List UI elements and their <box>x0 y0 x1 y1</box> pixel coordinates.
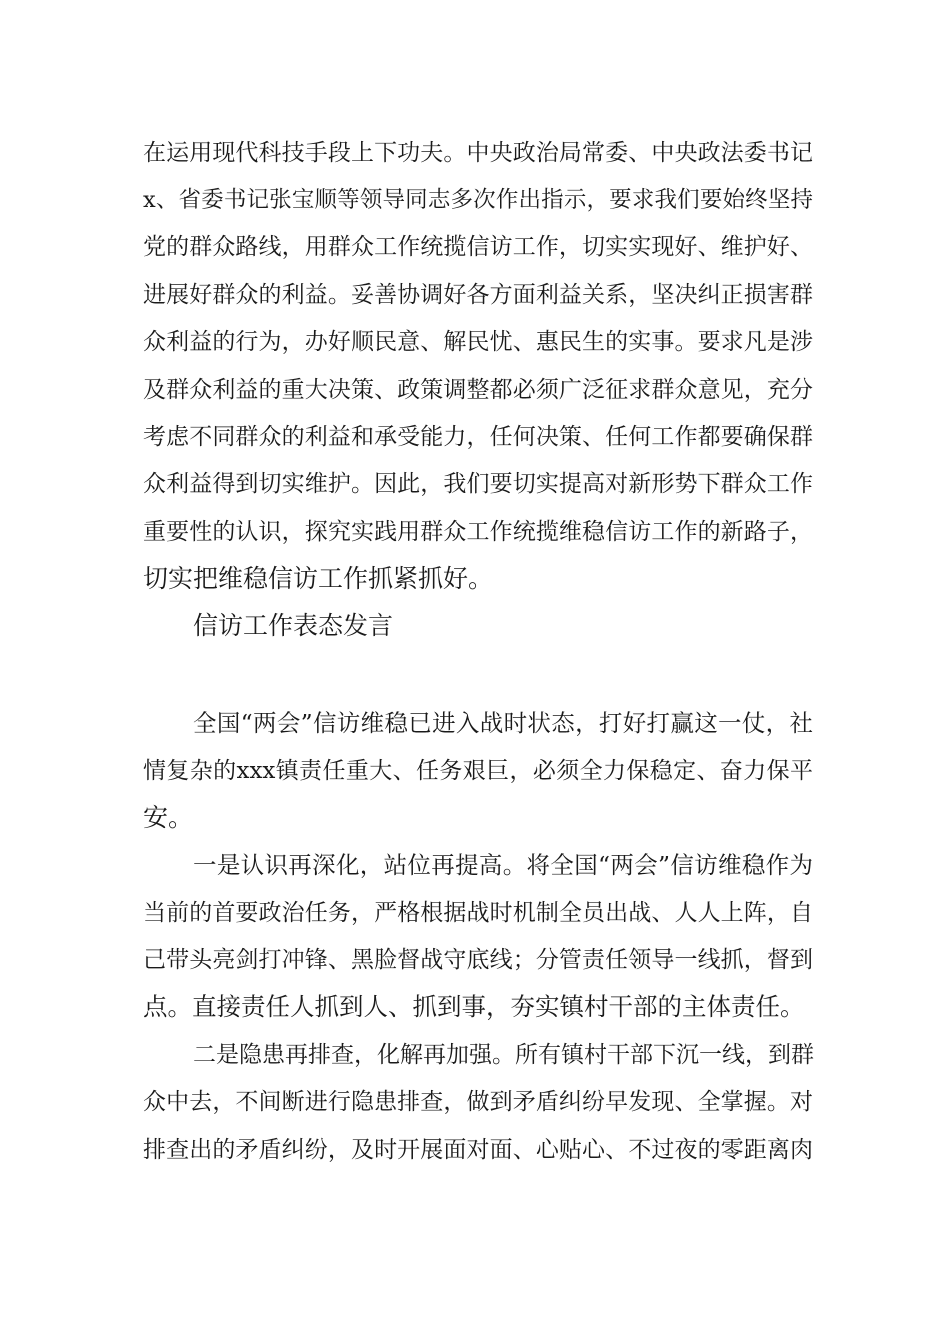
paragraph-1-line-6: 及群众利益的重大决策、政策调整都必须广泛征求群众意见，充分 <box>143 377 813 403</box>
paragraph-1-line-1: 在运用现代科技手段上下功夫。中央政治局常委、中央政法委书记 <box>143 140 813 166</box>
paragraph-1-line-4: 进展好群众的利益。妥善协调好各方面利益关系，坚决纠正损害群 <box>143 282 813 308</box>
paragraph-2-line-2: 情复杂的xxx镇责任重大、任务艰巨，必须全力保稳定、奋力保平 <box>143 758 813 784</box>
paragraph-4-line-3: 排查出的矛盾纠纷，及时开展面对面、心贴心、不过夜的零距离肉 <box>143 1137 813 1163</box>
paragraph-2-line-3: 安。 <box>143 803 194 832</box>
paragraph-1-line-3: 党的群众路线，用群众工作统揽信访工作，切实实现好、维护好、 <box>143 234 813 260</box>
paragraph-1-line-7: 考虑不同群众的利益和承受能力，任何决策、任何工作都要确保群 <box>143 424 813 450</box>
paragraph-1-line-9: 重要性的认识，探究实践用群众工作统揽维稳信访工作的新路子， <box>143 519 813 545</box>
paragraph-3-line-3: 己带头亮剑打冲锋、黑脸督战守底线；分管责任领导一线抓，督到 <box>143 947 813 973</box>
paragraph-3-line-1: 一是认识再深化，站位再提高。将全国“两会”信访维稳作为 <box>193 851 813 879</box>
paragraph-1-line-10: 切实把维稳信访工作抓紧抓好。 <box>143 564 494 593</box>
paragraph-3-line-4: 点。直接责任人抓到人、抓到事，夯实镇村干部的主体责任。 <box>143 992 805 1021</box>
paragraph-4-line-1: 二是隐患再排查，化解再加强。所有镇村干部下沉一线，到群 <box>193 1042 814 1068</box>
paragraph-1-line-5: 众利益的行为，办好顺民意、解民忧、惠民生的实事。要求凡是涉 <box>143 329 813 355</box>
paragraph-1-line-2: x、省委书记张宝顺等领导同志多次作出指示，要求我们要始终坚持 <box>143 187 813 213</box>
paragraph-1-line-8: 众利益得到切实维护。因此，我们要切实提高对新形势下群众工作 <box>143 471 813 497</box>
paragraph-2-line-1: 全国“两会”信访维稳已进入战时状态，打好打赢这一仗，社 <box>193 709 813 737</box>
section-heading: 信访工作表态发言 <box>193 611 394 640</box>
paragraph-3-line-2: 当前的首要政治任务，严格根据战时机制全员出战、人人上阵，自 <box>143 900 813 926</box>
paragraph-4-line-2: 众中去，不间断进行隐患排查，做到矛盾纠纷早发现、全掌握。对 <box>143 1089 813 1115</box>
